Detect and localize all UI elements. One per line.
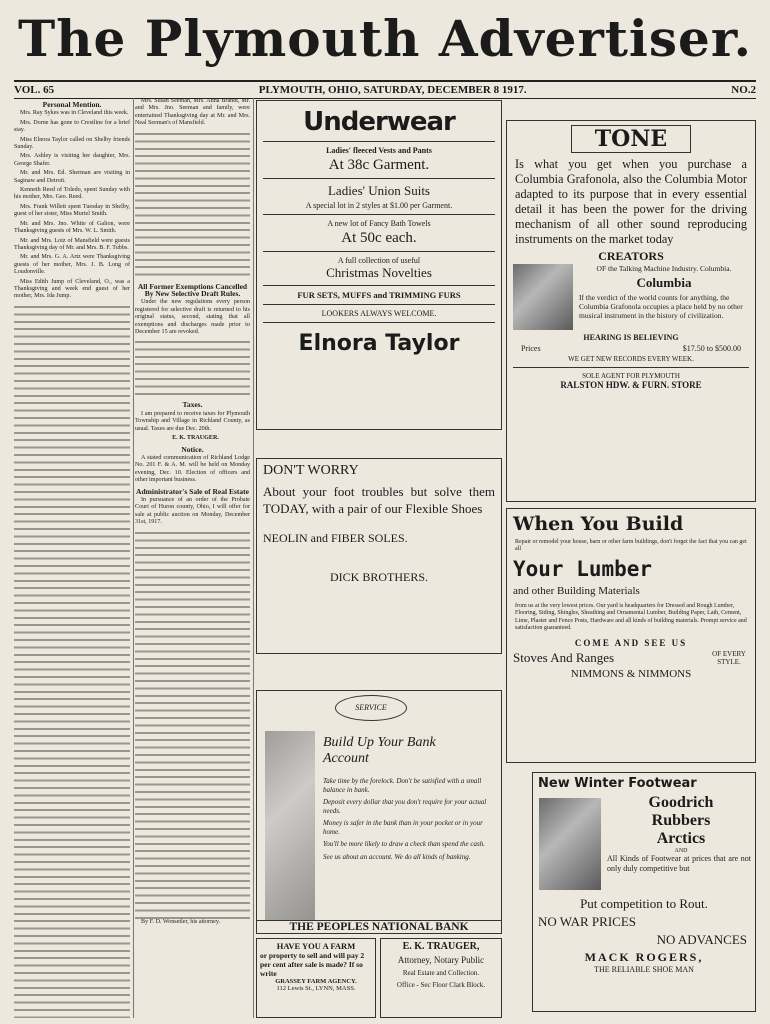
bank-ad [256,690,502,934]
news-item: Mr. and Mrs. G. A. Artz were Thanksgiving guests of her mother, Mrs. J. B. Long of Loudonville. [14,254,130,276]
news-item: Mr. and Mrs. Ed. Sherman are visiting in Saginaw and Detroit. [14,170,130,184]
dealer-name: NIMMONS & NIMMONS [570,668,692,681]
ad-slogan: HEARING IS BELIEVING [583,333,679,342]
article-body: A stated communication of Richland Lodge No. 201 F. & A. M. will be held on Monday evening, Dec. 10. Election of officers and other important business. [135,454,250,484]
attorney-title: Attorney, Notary Public [397,955,485,965]
advice-item: You'll be more likely to draw a check than spend the cash. [323,840,485,848]
product-item: Rubbers [651,812,711,829]
divider [263,141,495,142]
text-filler [135,130,250,280]
attorney-ad [380,938,502,1018]
ad-line: and other Building Materials [513,585,640,597]
ad-title: Underwear [303,107,455,137]
masthead-title: The Plymouth Advertiser. [17,9,753,68]
ad-line: FUR SETS, MUFFS and TRIMMING FURS [297,290,461,300]
ad-body: All Kinds of Footwear at prices that are not only duly competitive but [607,854,751,873]
article-heading: Notice. [181,444,204,454]
article-heading: All Former Exemptions Cancelled By New Selective Draft Rules. [137,281,248,299]
ad-body: About your foot troubles but solve them TODAY, with a pair of our Flexible Shoes [263,484,495,516]
product-item: Goodrich [648,794,714,811]
news-column-2 [135,98,254,1018]
ad-line: WE GET NEW RECORDS EVERY WEEK. [568,355,694,363]
product-item: Arctics [656,830,706,847]
ad-line: Christmas Novelties [326,265,432,280]
agency-address: 112 Lewis St., LYNN, MASS. [276,985,356,992]
text-filler [14,303,130,1018]
farm-agency-ad [256,938,376,1018]
columbia-tone-ad [506,120,756,502]
ad-line: Ladies' fleeced Vests and Pants [326,146,432,155]
divider [263,304,495,305]
ad-line: A special lot in 2 styles at $1.00 per Garment. [305,201,453,210]
advice-item: See us about an account. We do all kinds of banking. [323,852,471,861]
news-item: Mrs. Dorne has gone to Crestline for a brief stay. [14,119,130,134]
price-range: $17.50 to $500.00 [682,344,741,353]
article-body: I am prepared to receive taxes for Plymouth Township and Village in Richland County, as usual. Taxes are due Dec. 20th. [135,410,250,432]
bank-name: THE PEOPLES NATIONAL BANK [257,920,501,933]
dealer-name: RALSTON HDW. & FURN. STORE [560,380,702,390]
divider [263,251,495,252]
ad-line: OF EVERY STYLE. [712,650,746,667]
rubber-boot-image [539,798,601,890]
news-item: Miss Edith Jump of Cleveland, O., was a Thanksgiving and week end guest of her mother, Mrs. Ida Jump. [14,278,130,300]
dateline-bar [14,80,756,99]
ad-heading: Stoves And Ranges [513,650,615,666]
news-item: Mr. and Mrs. Jno. White of Galion, were Thanksgiving guests of Mrs. W. L. Smith. [14,220,130,235]
ad-heading: CREATORS [598,249,664,263]
news-item: Mrs. Frank Willett spent Tuesday in Shelby, guest of her sister, Miss Muriel Smith. [14,203,130,218]
store-name: Elnora Taylor [298,331,460,356]
ad-body: or property to sell and will pay 2 per cent after sale is made? If so write [260,951,365,978]
store-name: MACK ROGERS, [584,950,704,964]
ad-line: A new lot of Fancy Bath Towels [327,219,431,228]
issue-number: NO.2 [731,84,756,96]
news-item: Kenneth Reed of Toledo, spent Sunday with his mother, Mrs. Geo. Reed. [14,187,130,201]
ad-line: LOOKERS ALWAYS WELCOME. [321,309,437,318]
ad-line: AND [674,848,688,854]
divider [263,178,495,179]
ad-line: NEOLIN and FIBER SOLES. [263,531,408,545]
ad-slogan: Put competition to Rout. [580,896,708,911]
ad-slogan: COME AND SEE US [574,638,688,649]
ad-line: SOLE AGENT FOR PLYMOUTH [582,372,680,380]
ad-title: DON'T WORRY [263,463,359,478]
ad-price: At 38c Garment. [328,157,430,173]
brand-name: Columbia [636,275,692,290]
column-heading: Personal Mention. [42,100,102,109]
underwear-ad [256,100,502,430]
divider [513,367,749,368]
footwear-ad [532,772,756,1012]
divider [263,285,495,286]
news-item: Miss Elnora Taylor called on Shelby friends Sunday. [14,136,130,151]
text-filler [135,529,250,919]
grafonola-image [513,264,573,330]
ad-title: TONE [571,125,691,153]
article-body: In pursuance of an order of the Probate Court of Huron county, Ohio, I will offer for sale at public auction on Monday, December 31st, 1917. [135,496,250,526]
news-item: Mrs. Susan Seeman, Mrs. Anna Brandt, Mr. and Mrs. Jno. Seeman and family, were entertained Thanksgiving day at Mr. and Mrs. Neal Seeman's of Mansfield. [135,98,250,127]
ad-price: At 50c each. [341,230,417,246]
divider [263,322,495,323]
man-reading-illustration [265,731,315,921]
agency-name: GRASSEY FARM AGENCY. [275,978,357,985]
service-badge: SERVICE [335,695,407,721]
advice-item: Deposit every dollar that you don't require for your actual needs. [323,798,487,815]
price-label: Prices [521,344,541,353]
personal-mention-column [14,98,134,1018]
ad-line: NO WAR PRICES [538,914,637,929]
news-item: Mrs. Ashley is visiting her daughter, Mrs. George Shafer. [14,153,130,167]
news-item: Mr. and Mrs. Lotz of Mansfield were guests Thanksgiving day of Mr. and Mrs. B. F. Tubbs. [14,237,130,251]
ad-line: A full collection of useful [337,256,421,265]
ad-title: When You Build [513,513,684,535]
advice-item: Money is safer in the bank than in your pocket or in your home. [323,819,483,836]
office-address: Office - Sec Floor Clark Block. [396,981,486,989]
store-name: DICK BROTHERS. [329,570,428,584]
text-filler [135,338,250,398]
ad-heading: Your Lumber [513,557,653,581]
dont-worry-ad [256,458,502,654]
ad-title: Build Up Your Bank Account [323,735,436,766]
ad-title: New Winter Footwear [538,776,697,791]
article-heading: Taxes. [182,400,203,410]
ad-line: Repair or remodel your house, barn or other farm buildings, don't forget the fact that you can get all [515,539,747,552]
volume-label: VOL. 65 [14,84,55,96]
lumber-ad [506,508,756,763]
ad-body: from us at the very lowest prices. Our yard is headquarters for Dressed and Rough Lumber, Flooring, Siding, Shingles, Sheathing and Ornamental Lumber, Building Paper, Lath, Cement, Lime, Plaster and Fence Posts, Hardware and all kinds of building materials. Prompt service and satisfaction guaranteed. [515,603,747,631]
issue-date: PLYMOUTH, OHIO, SATURDAY, DECEMBER 8 1917. [258,84,527,96]
ad-line: If the verdict of the world counts for anything, the Columbia Grafonola occupies a place held by no other musical instrument in the history of civilization. [579,293,743,320]
ad-line: Real Estate and Collection. [402,969,480,977]
ad-line: THE RELIABLE SHOE MAN [594,965,694,974]
signature: E. K. TRAUGER. [172,435,219,442]
article-heading: Administrator's Sale of Real Estate [136,486,249,496]
advice-item: Take time by the forelock. Don't be satisfied with a small balance in bank. [323,777,482,794]
divider [263,214,495,215]
article-footer: By F. D. Wonsetler, his attorney. [141,918,221,925]
article-body: Under the new regulations every person registered for selective draft is returned to his original status, second, stating that all exemptions and discharges made prior to December 15 are revoked. [135,299,250,336]
ad-body: Is what you get when you purchase a Columbia Grafonola, also the Columbia Motor adapted to its purpose that in every essential detail it has been the power for the driving mechanism of all other sound reproducing instruments on the market today [515,157,747,246]
ad-line: OF the Talking Machine Industry. Columbia. [596,264,732,273]
ad-line: NO ADVANCES [656,932,747,947]
news-item: Mrs. Ray Sykes was in Cleveland this week. [20,110,129,117]
ad-title: HAVE YOU A FARM [276,941,356,951]
attorney-name: E. K. TRAUGER, [402,941,480,952]
ad-line: Ladies' Union Suits [327,183,430,198]
